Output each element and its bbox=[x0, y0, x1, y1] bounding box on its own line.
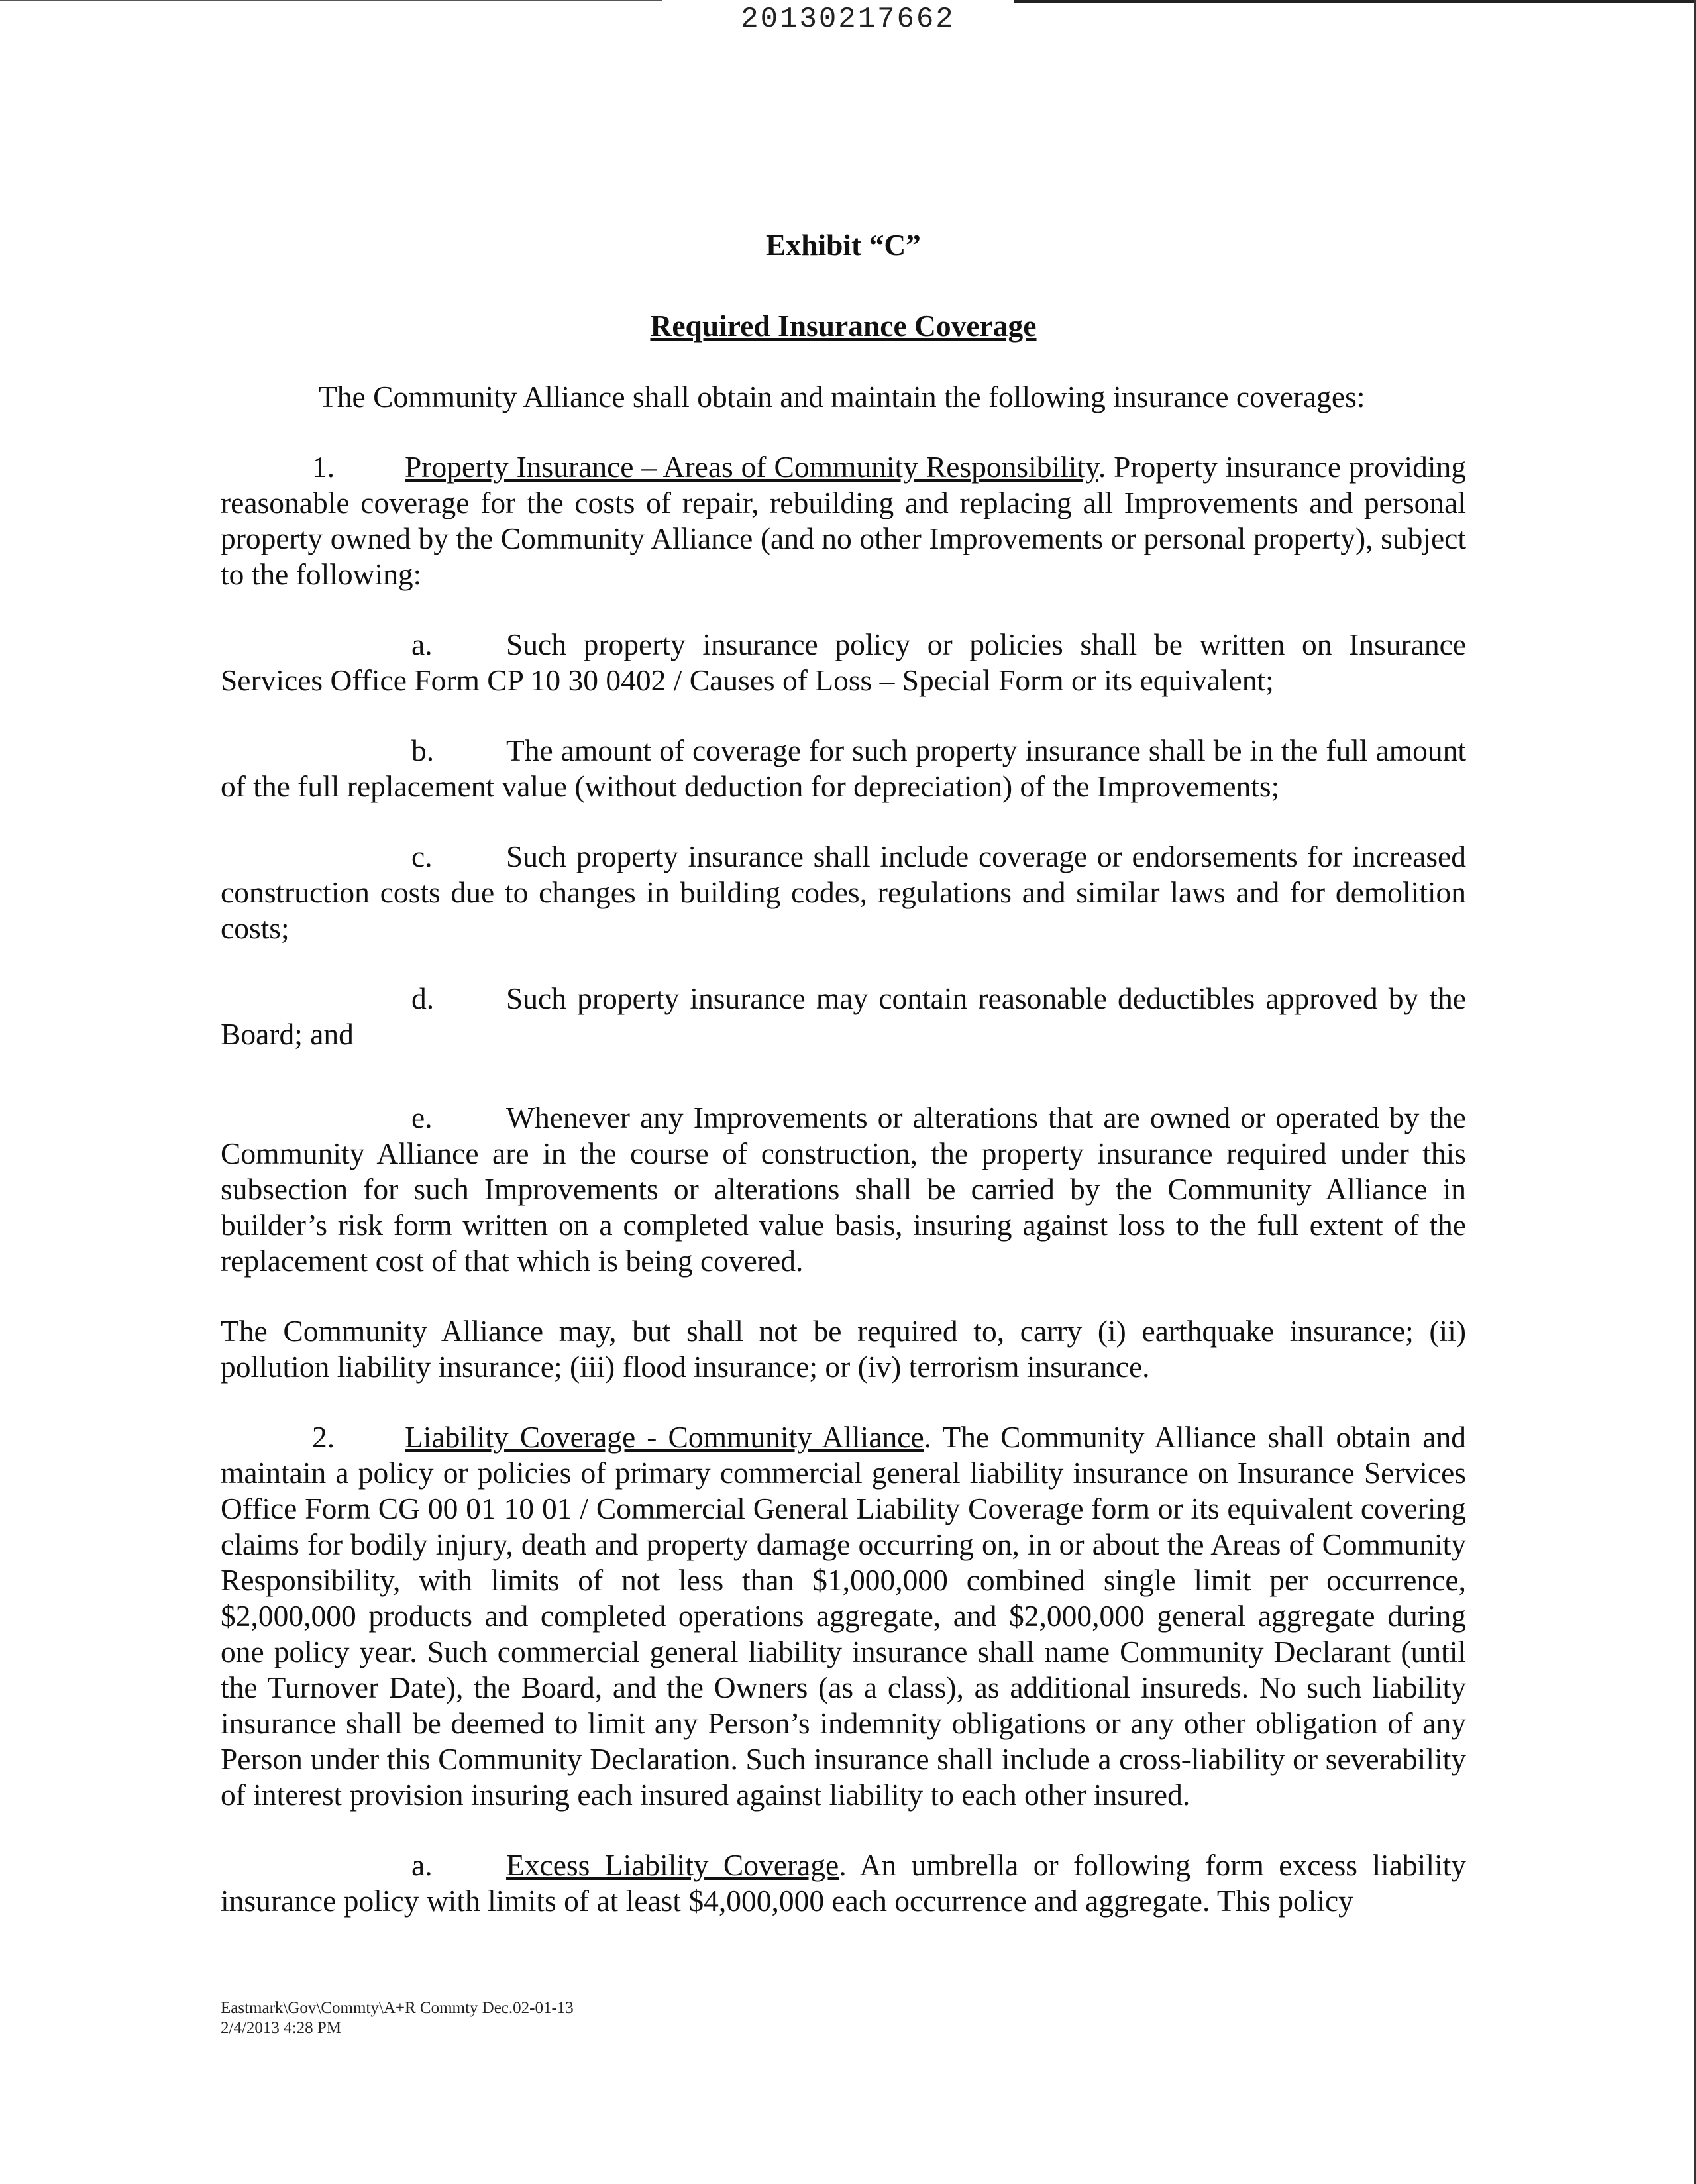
item-1d-letter: d. bbox=[411, 981, 435, 1015]
footer-file-path: Eastmark\Gov\Commty\A+R Commty Dec.02-01-13 bbox=[221, 1999, 574, 2017]
exhibit-title: Exhibit “C” bbox=[766, 228, 921, 262]
document-footer bbox=[221, 1998, 574, 2038]
item-2-paragraph bbox=[221, 1419, 1466, 1813]
item-2a-text: . An umbrella or following form excess liability insurance policy with limits of at least $4,000,000 each occurrence and aggregate. This policy bbox=[221, 1848, 1466, 1918]
item-2-text: . The Community Alliance shall obtain and maintain a policy or policies of primary commercial general liability insurance on Insurance Services Office Form CG 00 01 10 01 / Commercial General Liability Coverage form or its equivalent covering claims for bodily injury, death and property damage occurring on, in or about the Areas of Community Responsibility, with limits of not less than $1,000,000 combined single limit per occurrence, $2,000,000 products and completed operations aggregate, and $2,000,000 general aggregate during one policy year. Such commercial general liability insurance shall name Community Declarant (until the Turnover Date), the Board, and the Owners (as a class), as additional insureds. No such liability insurance shall be deemed to limit any Person’s indemnity obligations or any other obligation of any Person under this Community Declaration. Such insurance shall include a cross-liability or severability of interest provision insuring each insured against liability to each other insured. bbox=[221, 1420, 1467, 1812]
item-1c-text: Such property insurance shall include coverage or endorsements for increased construction costs due to changes in building codes, regulations and similar laws and for demolition costs; bbox=[221, 840, 1466, 945]
item-1e-letter: e. bbox=[411, 1101, 433, 1134]
item-1c-paragraph bbox=[221, 839, 1466, 946]
optional-coverage-paragraph: The Community Alliance may, but shall not be required to, carry (i) earthquake insurance; (ii) pollution liability insurance; (iii) flood insurance; or (iv) terrorism insurance. bbox=[221, 1314, 1466, 1384]
footer-timestamp: 2/4/2013 4:28 PM bbox=[221, 2019, 341, 2037]
item-1-paragraph bbox=[221, 449, 1466, 592]
item-1a-letter: a. bbox=[411, 628, 433, 661]
item-1-heading: Property Insurance – Areas of Community Responsibility bbox=[405, 450, 1098, 484]
section-title: Required Insurance Coverage bbox=[650, 309, 1037, 343]
item-1b-letter: b. bbox=[411, 734, 435, 767]
item-1a-paragraph bbox=[221, 627, 1466, 698]
item-1-text: . Property insurance providing reasonable coverage for the costs of repair, rebuilding and replacing all Improvements and personal property owned by the Community Alliance (and no other Improvements or personal property), subject to the following: bbox=[221, 450, 1466, 591]
item-2a-heading: Excess Liability Coverage bbox=[506, 1848, 839, 1882]
item-1b-paragraph bbox=[221, 733, 1466, 804]
item-2a-letter: a. bbox=[411, 1848, 433, 1882]
scan-top-rule-left bbox=[0, 0, 662, 1]
intro-paragraph: The Community Alliance shall obtain and maintain the following insurance coverages: bbox=[319, 380, 1365, 413]
document-body bbox=[221, 225, 1466, 1919]
recording-number: 20130217662 bbox=[741, 3, 955, 36]
item-2-number: 2. bbox=[312, 1420, 335, 1454]
item-1c-letter: c. bbox=[411, 840, 433, 873]
item-1e-text: Whenever any Improvements or alterations that are owned or operated by the Community Alliance are in the course of construction, the property insurance required under this subsection for such Improvements or alterations shall be carried by the Community Alliance in builder’s risk form written on a completed value basis, insuring against loss to the full extent of the replacement cost of that which is being covered. bbox=[221, 1101, 1466, 1278]
item-1d-text: Such property insurance may contain reasonable deductibles approved by the Board; and bbox=[221, 981, 1466, 1051]
item-2a-paragraph bbox=[221, 1847, 1466, 1919]
item-1a-text: Such property insurance policy or policies shall be written on Insurance Services Office Form CP 10 30 0402 / Causes of Loss – Special Form or its equivalent; bbox=[221, 628, 1466, 697]
item-1-number: 1. bbox=[312, 450, 335, 484]
item-1e-paragraph bbox=[221, 1100, 1466, 1279]
item-1b-text: The amount of coverage for such property insurance shall be in the full amount of the full replacement value (without deduction for depreciation) of the Improvements; bbox=[221, 734, 1466, 803]
item-2-heading: Liability Coverage - Community Alliance bbox=[405, 1420, 924, 1454]
item-1d-paragraph bbox=[221, 981, 1466, 1052]
